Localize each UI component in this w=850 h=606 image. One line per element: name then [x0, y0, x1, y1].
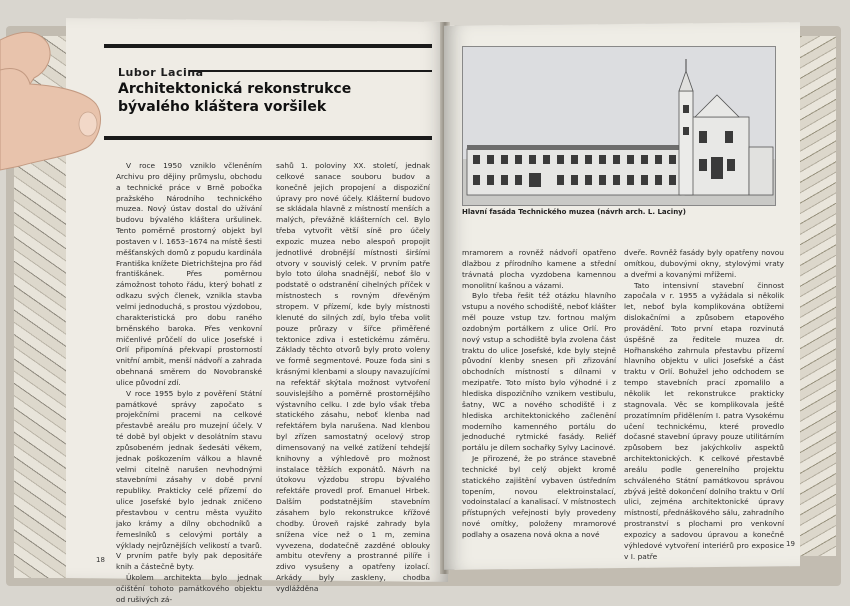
right-column-1: [462, 248, 616, 552]
paragraph: mramorem a rovněž nádvoří opatřeno dlažbou z přírodního kamene a střední trávnatá plocha vyzdobena kamennou monolitní kašnou a vázami.: [462, 248, 616, 290]
paragraph: Tato intensivní stavební činnost započala v r. 1955 a vyžádala si několik let, neboť byla komplikována obtížemi dislokačními a způsobem etapového provádění. Toto první etapa rozvinutá úspěšně za ředitele muzea dr. Hořhanského zahrnula přestavbu přízemí hlavního objektu v ulici Josefské a část traktu v Orlí. Bohužel jeho odchodem se tempo stavebních prací zpomalilo a několik let rekonstrukce prakticky stagnovala. Věc se komplikovala ještě prozatímním přidělením I. patra Vysokému učení technickému, které provedlo dočasné stavební úpravy pouze utilitárním způsobem bez jakýchkoliv aspektů architektonických. K celkové přestavbě areálu podle generelního projektu schváleného Státní památkovou správou zbývá ještě dokončení dolního traktu v Orlí ulici, zejména architektonické úpravy místností, přednáškového sálu, zahradního prostranství s plochami pro venkovní expozicy a sadovou úpravou a konečně výhledové vytvoření interiérů pro exposice v I. patře: [624, 280, 784, 561]
top-rule: [104, 44, 432, 48]
hand-image: [0, 0, 120, 598]
right-column-2: [624, 248, 784, 561]
author-name: Lubor Lacina: [118, 66, 204, 79]
photo-caption: Hlavní fasáda Technického muzea (návrh arch. L. Laciny): [462, 208, 686, 216]
paragraph: V roce 1955 bylo z pověření Státní památkové správy započato s projekčními pracemi na celkové přestavbě areálu pro muzejní účely. V té době byl objekt v desolátním stavu způsobeném jednak šedesáti věkem, jednak poškozením válkou a hlavně velmi citelně narušen nevhodnými stavebními zásahy v době první republiky. Prakticky celé přízemí do ulice Josefské bylo jednak zničeno přestavbou v centru města využito jako krámy a dílny obchodníků a řemeslníků s celovými portály a výklady nejrůznějších velikostí a tvarů. V prvním patře byly pak depositáře knih a částečně byty.: [116, 388, 262, 572]
paragraph: Je přirozené, že po stránce stavebně technické byl celý objekt kromě statického zajištění vybaven ústředním topením, novou elektroinstalací, vodoinstalací a kanalisací. V místnostech přístupných veřejnosti byly provedeny nové omítky, položeny mramorové podlahy a osazena nová okna a nové: [462, 454, 616, 539]
article-title: [118, 80, 418, 116]
museum-facade-photo: [462, 46, 776, 206]
left-column-1: [116, 161, 262, 604]
page-number-right: 19: [786, 540, 795, 548]
title-line-2: bývalého kláštera voršilek: [118, 99, 327, 115]
paragraph: Úkolem architekta bylo jednak očištění tohoto památkového objektu od rušivých zá-: [116, 573, 262, 604]
facade-drawing: [463, 47, 775, 205]
author-rule: [190, 70, 432, 72]
paragraph: Bylo třeba řešit též otázku hlavního vstupu a nového schodiště, neboť klášter měl pouze vstup tzv. fortnou malým ozdobným portálkem z ulice Orlí. Pro nový vstup a schodiště byla zvolena část traktu do ulice Josefské, kde byly stejně původní klenby snesen při zřizování obchodních místností s dílnami v mezipatře. Toto místo bylo výhodné i z hlediska dispozičního vznikem vestibulu, šatny, WC a nového schodiště i z hlediska architektonického začlenění moderního kamenného portálu do jednoduché rytmické fasády. Reliéf portálu je dílem sochařky Sylvy Lacinové.: [462, 291, 616, 453]
left-column-2: [276, 161, 430, 593]
title-rule: [104, 136, 432, 140]
paragraph: V roce 1950 vzniklo včleněním Archivu pro dějiny průmyslu, obchodu a technické práce v Brně pobočka pražského Národního technického muzea. Nový ústav dostal do užívání budovu bývalého kláštera uršulinek. Tento poměrně prostorný objekt byl postaven v l. 1653–1674 na místě šesti měšťanských domů z popudu kardinála Františka knížete Dietrichštejna pro řád františkánek. Přes poměrnou zámožnost tohoto řádu, který bohatl z odkazu svých členek, vznikla stavba velmi jednoduchá, s prostou výzdobou, charakteristická pro dobu raného brněnského baroka. Přes venkovní mičenlivé průčelí do ulice Josefské i Orlí připomíná překvapí prostorností vnitřní ambit, menší nádvoří a zahrada obehnaná směrem do Novobranské ulice původní zdí.: [116, 161, 262, 387]
paragraph: sahů 1. poloviny XX. století, jednak celkové sanace souboru budov a konečně jejich propojení a dispoziční úpravy pro nové účely. Klášterní budovo se skládala hlavně z místností menších a malých, převážně klášterních cel. Bylo třeba vytvořit větší síně pro účely expozic muzea nebo alespoň propojit jednotlivé drobnější místnosti širšími otvory v souvislý celek. V prvním patře bylo toto úloha snadnější, neboť šlo v podstatě o odstranění cihelných příček v místnostech s rovným dřevěným stropem. V přízemí, kde byly místnosti klenuté do silných zdí, bylo třeba volit pouze průrazy v šířce přiměřené tektonice zdiva i estetickému záměru. Základy těchto otvorů byly proto voleny ve formě segmentové. Pouze foda sini s krásnými klenbami a sloupy navazujícími na refektář skýtala možnost vytvoření souvislejšího a poměrně prostornějšího výstavního celku. I zde bylo však třeba statického zásahu, neboť klenba nad refektářem byla narušena. Nad klenbou byl zřízen samostatný ocelový strop dimensovaný na velké zatížení tehdejší knihovny a výhledově pro možnost instalace těžších exponátů. Návrh na útokovu výzdobu stropu bývalého refektáře provedl prof. Emanuel Hrbek. Dalším podstatnějším stavebním zásahem bylo rekonstrukce křížové chodby. Úroveň rajské zahrady byla snížena více než o 1 m, zemina vyvezena, dodatečně zazděné oblouky ambitu otevřeny a prostranné pilíře i zdivo vysušeny a opatřeny izolací. Arkády byly zaskleny, chodba vydlážděna: [276, 161, 430, 593]
title-line-1: Architektonická rekonstrukce: [118, 81, 352, 97]
paragraph: dveře. Rovněž fasády byly opatřeny novou omítkou, dubovými okny, stylovými vraty a dveřmi a kovanými mřížemi.: [624, 248, 784, 279]
page-number-left: 18: [96, 556, 105, 564]
